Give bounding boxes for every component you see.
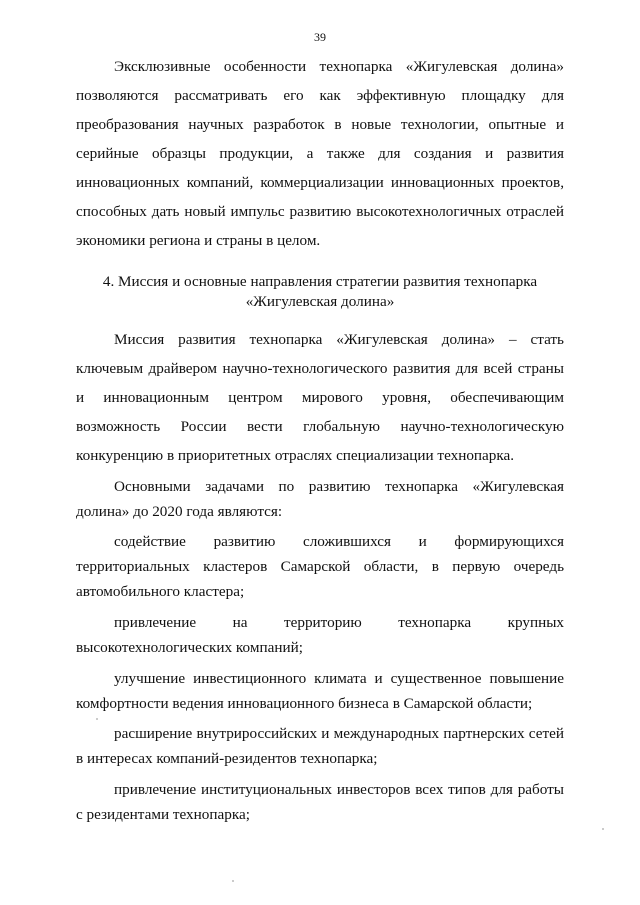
- section-heading-line1: 4. Миссия и основные направления стратегии развития технопарка: [102, 273, 538, 290]
- task-item: привлечение на территорию технопарка крупных высокотехнологических компаний;: [76, 614, 564, 656]
- mission-section: [76, 325, 564, 827]
- tasks-intro-paragraph: Основными задачами по развитию технопарка «Жигулевская долина» до 2020 года являются:: [76, 478, 564, 520]
- intro-section: [76, 52, 564, 255]
- section-heading-line2: «Жигулевская долина»: [245, 293, 395, 310]
- task-item: привлечение институциональных инвесторов всех типов для работы с резидентами технопарка;: [76, 781, 564, 823]
- task-item: улучшение инвестиционного климата и существенное повышение комфортности ведения инновационного бизнеса в Самарской области;: [76, 670, 564, 712]
- mission-paragraph: Миссия развития технопарка «Жигулевская долина» – стать ключевым драйвером научно-технологического развития для всей страны и инновационным центром мирового уровня, обеспечивающим возможность России вести глобальную научно-технологическую конкуренцию в приоритетных отраслях специализации технопарка.: [76, 331, 564, 464]
- scan-speck: [232, 880, 234, 882]
- intro-paragraph: Эксклюзивные особенности технопарка «Жигулевская долина» позволяются рассматривать его как эффективную площадку для преобразования научных разработок в новые технологии, опытные и серийные образцы продукции, а также для создания и развития инновационных компаний, коммерциализации инновационных проектов, способных дать новый импульс развитию высокотехнологичных отраслей экономики региона и страны в целом.: [76, 58, 564, 249]
- scan-speck: [96, 718, 98, 720]
- section-heading: [76, 272, 564, 312]
- task-item: содействие развитию сложившихся и формирующихся территориальных кластеров Самарской области, в первую очередь автомобильного кластера;: [76, 533, 564, 600]
- scan-speck: [602, 828, 604, 830]
- task-item: расширение внутрироссийских и международных партнерских сетей в интересах компаний-резидентов технопарка;: [76, 725, 564, 767]
- page-number: 39: [314, 30, 326, 44]
